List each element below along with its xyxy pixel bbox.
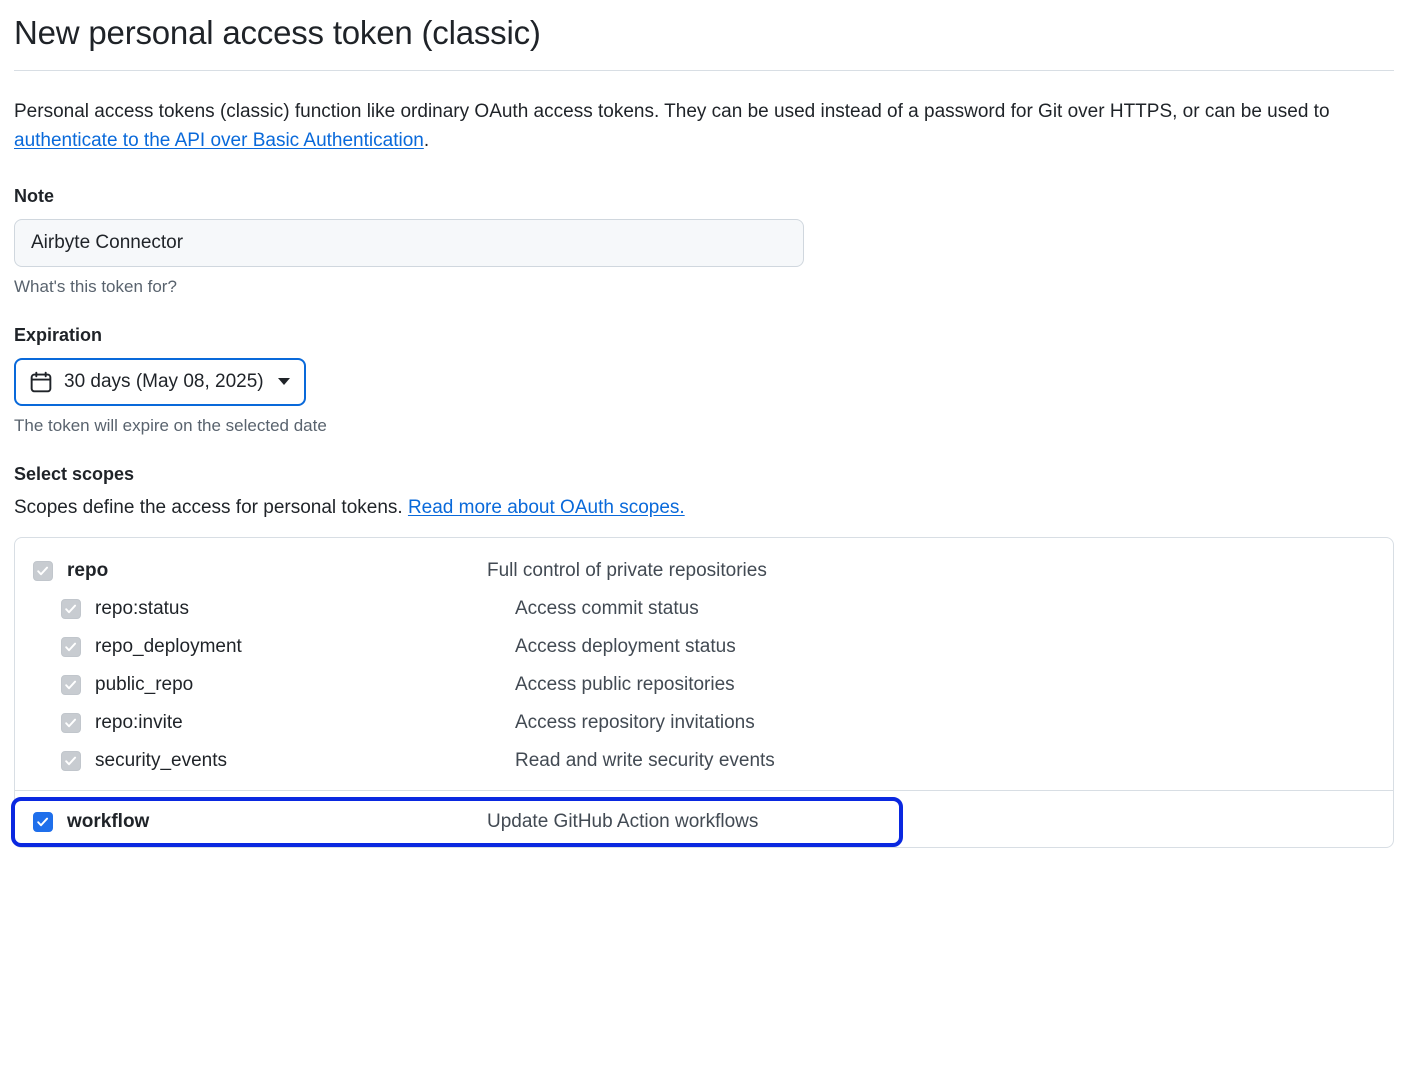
scopes-description-text: Scopes define the access for personal tokens. bbox=[14, 496, 408, 518]
basic-auth-docs-link[interactable]: authenticate to the API over Basic Authentication bbox=[14, 130, 424, 152]
chevron-down-icon bbox=[278, 378, 290, 385]
scope-description: Access public repositories bbox=[515, 673, 735, 695]
scope-row-repo[interactable] bbox=[15, 552, 1393, 590]
checkbox-icon[interactable] bbox=[33, 561, 53, 581]
note-section bbox=[14, 186, 1394, 297]
scope-name: repo_deployment bbox=[95, 635, 242, 657]
checkbox-icon[interactable] bbox=[61, 599, 81, 619]
scope-description: Update GitHub Action workflows bbox=[487, 810, 759, 832]
scope-description: Access repository invitations bbox=[515, 711, 755, 733]
scope-name: security_events bbox=[95, 749, 228, 771]
note-input[interactable] bbox=[14, 219, 804, 267]
scope-row-workflow[interactable] bbox=[11, 797, 903, 847]
scopes-description bbox=[14, 497, 1394, 519]
title-divider bbox=[14, 70, 1394, 71]
checkbox-icon[interactable] bbox=[61, 713, 81, 733]
scope-row-repo-deployment[interactable] bbox=[15, 628, 1393, 666]
scope-row-security-events[interactable] bbox=[15, 742, 1393, 780]
scope-row-repo-status[interactable] bbox=[15, 590, 1393, 628]
scope-name: public_repo bbox=[95, 673, 194, 695]
page-title: New personal access token (classic) bbox=[14, 14, 541, 51]
scopes-section bbox=[14, 464, 1394, 848]
expiration-help-text: The token will expire on the selected date bbox=[14, 415, 327, 435]
expiration-select[interactable] bbox=[14, 358, 306, 406]
note-label: Note bbox=[14, 185, 54, 206]
expiration-label: Expiration bbox=[14, 324, 103, 345]
scope-row-public-repo[interactable] bbox=[15, 666, 1393, 704]
scopes-label: Select scopes bbox=[14, 463, 135, 484]
scope-name: workflow bbox=[67, 810, 150, 832]
scope-description: Access commit status bbox=[515, 597, 699, 619]
intro-text-before: Personal access tokens (classic) function like ordinary OAuth access tokens. They can be used instead of a password for Git over HTTPS, or can be used to bbox=[14, 101, 1330, 122]
scope-name: repo:invite bbox=[95, 711, 183, 733]
checkbox-icon[interactable] bbox=[61, 751, 81, 771]
intro-text-after: . bbox=[423, 130, 430, 152]
calendar-icon bbox=[30, 371, 52, 393]
token-creation-page bbox=[0, 14, 1408, 848]
checkbox-icon[interactable] bbox=[61, 675, 81, 695]
scope-row-repo-invite[interactable] bbox=[15, 704, 1393, 742]
scope-name: repo bbox=[67, 559, 109, 581]
expiration-section bbox=[14, 325, 1394, 436]
scope-description: Full control of private repositories bbox=[487, 559, 767, 581]
checkbox-icon[interactable] bbox=[61, 637, 81, 657]
expiration-selected-value: 30 days (May 08, 2025) bbox=[64, 370, 264, 392]
checkbox-icon[interactable] bbox=[33, 812, 53, 832]
scope-name: repo:status bbox=[95, 597, 189, 619]
intro-paragraph bbox=[14, 97, 1394, 156]
note-help-text: What's this token for? bbox=[14, 276, 177, 296]
scope-description: Read and write security events bbox=[515, 749, 775, 771]
scopes-divider bbox=[15, 790, 1393, 791]
oauth-scopes-docs-link[interactable]: Read more about OAuth scopes. bbox=[407, 496, 685, 518]
scope-description: Access deployment status bbox=[515, 635, 736, 657]
scopes-list bbox=[14, 537, 1394, 848]
